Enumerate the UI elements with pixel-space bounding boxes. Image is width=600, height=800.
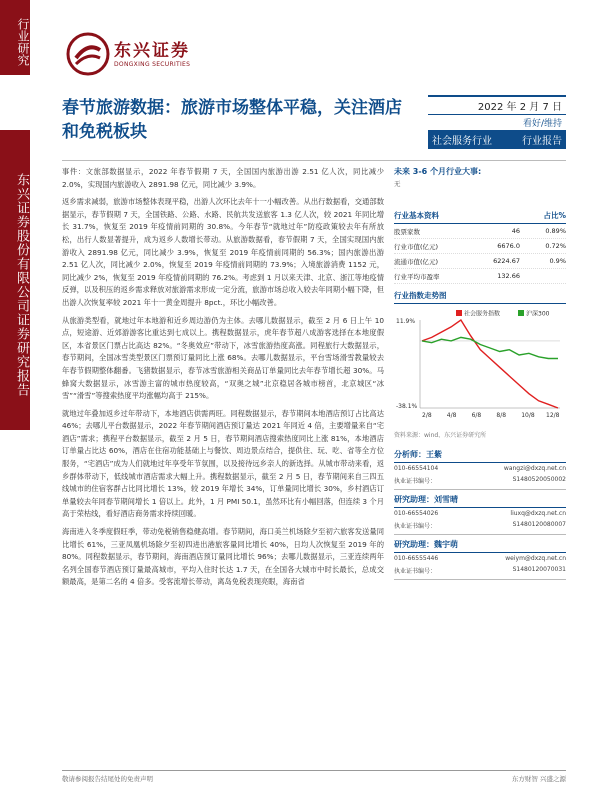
analyst-contact (394, 553, 566, 564)
report-rating: 看好/维持 (428, 114, 566, 130)
analyst-label: 研究助理：刘雪晴 (394, 494, 566, 508)
analyst-label: 研究助理：魏宇萌 (394, 539, 566, 553)
report-industry: 社会服务行业 (432, 136, 492, 147)
chart-x-tick: 12/8 (546, 412, 560, 419)
paragraph-travel-type: 从旅游类型看，就地过年本地游和近乡周边游仍为主体。去哪儿数据显示，截至 2 月 6 日上午 10 点，短途游、近郊游游客比重达到七成以上。携程数据显示，虎年春节超八成游客选择在本地度假区，本省景区门票占比高达 82%。“冬奥效应”带动下，冰雪旅游热度高涨。同程旅行大数据显示，春节期间，全国冰雪类型景区门票预订量同比上涨 68%。去哪儿数据显示，平台雪场滑雪教量较去年春节假期整体翻番。飞猪数据显示，春节冰雪旅游相关商品订单量同比去年春节增长超 30%。马蜂窝大数据显示，冰雪游主富的城市热度较高，“双奥之城”北京稳居各城市榜首，北京城区“冰雪”“滑雪”等搜索热度平均涨幅均高于 215%。 (62, 315, 384, 401)
chart-legend-label: 社会服务指数 (464, 310, 501, 318)
analyst-email[interactable]: liuxq@dxzq.net.cn (510, 510, 566, 517)
row-value: 6224.67 (493, 256, 520, 265)
chart-x-tick: 10/8 (521, 412, 535, 419)
company-logo (66, 32, 190, 76)
chart-series-line (422, 320, 558, 408)
right-panel (394, 166, 566, 580)
table-row (394, 224, 566, 239)
row-name: 行业平均市盈率 (394, 272, 440, 281)
table-row (394, 254, 566, 269)
future-events-body: 无 (394, 180, 401, 188)
footer-slogan: 东方财智 兴盛之源 (511, 775, 566, 783)
industry-table-col: 占比% (543, 211, 566, 220)
analyst-email[interactable]: weiym@dxzq.net.cn (505, 555, 566, 562)
chart-x-tick: 2/8 (422, 412, 432, 419)
sidebar (0, 0, 30, 800)
row-share: 0.89% (545, 226, 566, 235)
sidebar-company: 东兴证券股份有限公司证券研究报告 (0, 130, 30, 430)
chart-y-label-min: -38.1% (396, 403, 418, 410)
chart-legend-label: 沪深300 (526, 310, 550, 318)
analyst-cert (394, 474, 566, 490)
analyst-label: 分析师：王紫 (394, 449, 566, 463)
chart-legend-swatch (518, 310, 524, 316)
report-band (428, 130, 566, 149)
header-divider (62, 160, 566, 161)
row-share: 0.72% (545, 241, 566, 250)
analyst-contact (394, 463, 566, 474)
future-events-title: 未来 3-6 个月行业大事: (394, 167, 482, 176)
row-value: 6676.0 (497, 241, 520, 250)
industry-table-header (394, 210, 566, 224)
report-date: 2022 年 2 月 7 日 (428, 95, 566, 114)
analyst-phone: 010-66554026 (394, 510, 439, 517)
paragraph-hainan: 海南进入冬季度假旺季，带动免税销售稳健高增。春节期间，海口美兰机场除夕至初六旅客发送量同比增长 61%，三亚凤凰机场除夕至初四进出港旅客量同比增长 40%，日均人次恢复至 2019 年的 80%。同程数据显示，春节期间，海南酒店预订量同比增长 96%；去哪儿数据显示，三亚连续两年名列全国春节酒店预订量最高城市，平均入住时长达 1.7 天，在全国各大城市中时长最长，总成交额最高，是第二名的 4 倍多。受客流增长带动，离岛免税表现亮眼，海南省 (62, 527, 384, 587)
cert-label: 执业证书编号： (394, 568, 437, 575)
report-title: 春节旅游数据：旅游市场整体平稳，关注酒店和免税板块 (62, 98, 402, 142)
paragraph-event: 事件：文旅部数据显示，2022 年春节假期 7 天，全国国内旅游出游 2.51 亿人次，同比减少 2.0%，实现国内旅游收入 2891.98 亿元，同比减少 3.9%。 (62, 167, 384, 189)
chart-x-tick: 6/8 (471, 412, 482, 419)
cert-number: S1480120070031 (512, 566, 566, 573)
analysts (394, 449, 566, 580)
row-name: 流通市值(亿元) (394, 257, 439, 266)
chart-legend-swatch (456, 310, 462, 316)
logo-cn: 东兴证券 (114, 40, 190, 61)
analyst-contact (394, 508, 566, 519)
chart-x-tick: 4/8 (446, 412, 457, 419)
cert-label: 执业证书编号： (394, 523, 437, 530)
analyst-phone: 010-66555446 (394, 555, 439, 562)
chart-series-line (422, 337, 558, 358)
row-value: 132.66 (497, 271, 520, 280)
logo-mark-icon (66, 32, 110, 76)
cert-number: S1480520050002 (512, 476, 566, 483)
table-row (394, 239, 566, 254)
footer-disclaimer: 敬请参阅报告结尾处的免责声明 (62, 775, 153, 783)
footer (62, 770, 566, 783)
row-share: 0.9% (549, 256, 566, 265)
logo-en: DONGXING SECURITIES (114, 60, 191, 68)
row-value: 46 (511, 226, 520, 235)
table-row (394, 269, 566, 284)
chart-y-label-max: 11.9% (396, 318, 416, 325)
index-chart-svg (394, 308, 566, 426)
index-chart (394, 308, 566, 426)
row-share (520, 272, 566, 281)
chart-x-tick: 8/8 (496, 412, 507, 419)
report-type: 行业报告 (522, 136, 562, 147)
report-body (62, 166, 384, 594)
sidebar-category: 行业研究 (0, 0, 30, 75)
cert-label: 执业证书编号： (394, 478, 437, 485)
analyst-cert (394, 564, 566, 580)
paragraph-hotel: 就地过年叠加返乡过年带动下，本地酒店供需两旺。同程数据显示，春节期间本地酒店预订占比高达 46%；去哪儿平台数据显示，2022 年春节期间酒店预订量达 2021 年同近 4 倍，主要增量来自“宅酒店”需求；携程平台数据显示，截至 2 月 5 日，春节期间酒店搜索热度同比上涨 81%，本地酒店订单量占比达 60%，酒店在住宿功能基础上与餐饮、周边景点结合，提供住、玩、吃、省等全方位服务，“宅酒店”成为人们就地过年享受年节氛围，以及接待远乡亲人的新选择。从城市带动来看，返乡群体带动下，低线城市酒店需求大幅上升。携程数据显示，截至 2 月 5 日，春节期间来自三四五线城市的住宿客群占比同比增长 13%，较 2019 年增长 34%，订单量同比增长 30%，乡村酒店订单量较去年同春节期间增长 1 倍以上。此外，1 月 PMI 50.1，虽然环比有小幅回落，但连续 3 个月高于荣枯线，看好酒店商务需求持续回暖。 (62, 408, 384, 519)
report-meta (428, 95, 566, 149)
cert-number: S1480120080007 (512, 521, 566, 528)
chart-title: 行业指数走势图 (394, 290, 566, 304)
industry-table-title: 行业基本资料 (394, 211, 439, 220)
row-name: 股票家数 (394, 227, 420, 236)
analyst-email[interactable]: wangzi@dxzq.net.cn (503, 465, 566, 472)
chart-source: 资料来源：wind、东兴证券研究所 (394, 432, 487, 439)
paragraph-overview: 返乡需求减弱，旅游市场整体表现平稳，出游人次环比去年十一小幅改善。从出行数据看，交通部数据显示，春节假期 7 天，全国铁路、公路、水路、民航共发送旅客 1.3 亿人次，较 2021 年同比增长 31.7%，恢复至 2019 年疫情前同期的 30.8%。今年春节“就地过年”防疫政策较去年有所放松，出行人数显著提升，成为返乡人数增长带动。从旅游数据看，春节假期 7 天，全国实现国内旅游收入 2891.98 亿元，同比减少 3.9%，恢复至 2019 年疫情前同期的 56.3%；国内旅游出游 2.51 亿人次，同比减少 2.0%，恢复至 2019 年疫情前同期的 73.9%；入境旅游消费 1152 元，同比减少 2%，恢复至 2019 年疫情前同期的 76.2%。考虑到 1 月以来天津、北京、浙江等地疫情反弹，以及积压的返乡需求释放对旅游需求形成一定分流，旅游市场总收入较去年同期小幅下降，但出游人次恢复率较 2021 年十一黄金周提升 8pct.，环比小幅改善。 (62, 197, 384, 307)
analyst-cert (394, 519, 566, 535)
analyst-phone: 010-66554104 (394, 465, 439, 472)
row-name: 行业市值(亿元) (394, 242, 439, 251)
